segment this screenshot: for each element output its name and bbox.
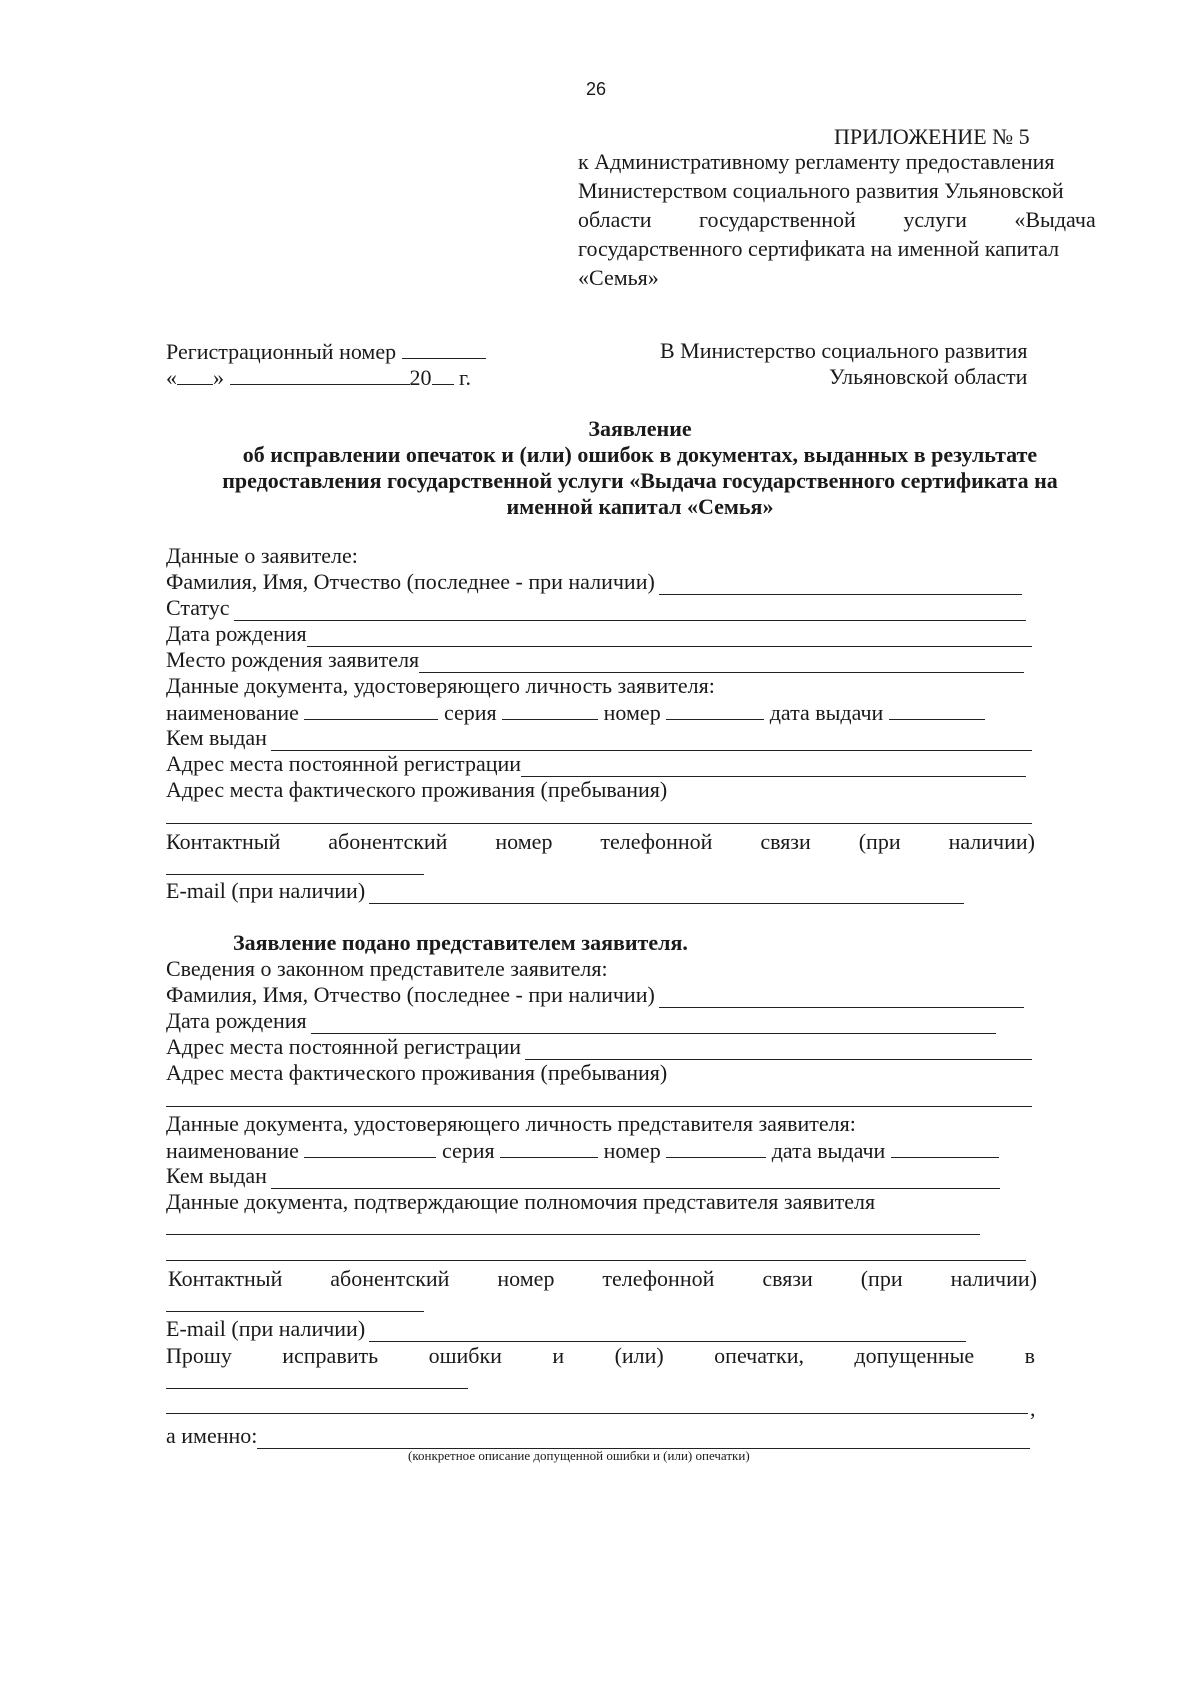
request-namely-field[interactable]: [257, 1428, 1030, 1449]
addressee-line-2: Ульяновской области: [829, 364, 1028, 389]
representative-phone-label: [168, 1266, 1037, 1292]
request-document-field-1[interactable]: [166, 1388, 468, 1389]
appendix-line-5: [578, 263, 1121, 292]
applicant-actual-address-field[interactable]: [166, 823, 1032, 824]
applicant-phone-field[interactable]: [166, 874, 424, 875]
request-word-1: Прошу: [166, 1343, 232, 1368]
representative-doc-date-field[interactable]: [891, 1137, 999, 1158]
applicant-email-label: E-mail (при наличии): [166, 878, 366, 903]
applicant-phone-word-1: Контактный: [166, 829, 281, 854]
appendix-line-2: [578, 176, 1121, 205]
appendix-line-2-text: Министерством социального развития Ульяновской: [578, 178, 1064, 203]
request-caption: (конкретное описание допущенной ошибки и (или) опечатки): [408, 1448, 750, 1463]
representative-doc-series-field[interactable]: [500, 1137, 598, 1158]
appendix-line-3: [578, 205, 1121, 234]
date-month-field[interactable]: [230, 364, 410, 385]
applicant-birthplace-field[interactable]: [419, 652, 1024, 673]
applicant-birthdate-row: [166, 621, 1032, 647]
representative-id-doc-header: Данные документа, удостоверяющего личность представителя заявителя:: [166, 1111, 856, 1136]
request-word-3: ошибки: [428, 1343, 502, 1368]
representative-actual-address-field[interactable]: [166, 1106, 1032, 1107]
representative-authority-doc-field-1[interactable]: [166, 1234, 980, 1235]
applicant-reg-address-row: [166, 751, 1026, 777]
applicant-phone-word-2: абонентский: [328, 829, 448, 854]
document-title-line-2: об исправлении опечаток и (или) ошибок в документах, выданных в результате: [242, 442, 1038, 467]
representative-phone-word-7: наличии): [950, 1266, 1037, 1291]
applicant-email-row: [166, 878, 964, 904]
representative-reg-address-row: [166, 1034, 1032, 1060]
applicant-doc-row: [166, 699, 985, 726]
applicant-reg-address-field[interactable]: [521, 756, 1026, 777]
representative-phone-word-5: связи: [762, 1266, 813, 1291]
representative-reg-address-field[interactable]: [525, 1039, 1032, 1060]
representative-birthdate-label: Дата рождения: [166, 1008, 307, 1033]
applicant-reg-address-label: Адрес места постоянной регистрации: [166, 751, 522, 776]
representative-phone-word-4: телефонной: [602, 1266, 715, 1291]
registration-number-field[interactable]: [402, 338, 486, 359]
request-word-7: допущенные: [854, 1343, 975, 1368]
applicant-id-doc-header: Данные документа, удостоверяющего личность заявителя:: [166, 673, 715, 698]
applicant-doc-date-label: дата выдачи: [769, 700, 884, 725]
representative-doc-series-label: серия: [441, 1138, 495, 1163]
applicant-doc-name-label: наименование: [166, 700, 299, 725]
applicant-phone-word-5: связи: [760, 829, 811, 854]
representative-doc-name-label: наименование: [166, 1138, 299, 1163]
applicant-issued-by-field[interactable]: [271, 730, 1032, 751]
applicant-issued-by-label: Кем выдан: [166, 725, 267, 750]
document-title-line-4: именной капитал «Семья»: [506, 494, 774, 519]
representative-doc-number-label: номер: [603, 1138, 661, 1163]
applicant-phone-label: [166, 829, 1035, 855]
representative-issued-by-row: [166, 1163, 1000, 1189]
applicant-phone-word-6: (при: [858, 829, 901, 854]
applicant-status-field[interactable]: [234, 600, 1026, 621]
representative-email-field[interactable]: [369, 1321, 966, 1342]
request-word-5: (или): [614, 1343, 664, 1368]
request-text: [166, 1343, 1035, 1369]
date-year-field[interactable]: [432, 364, 454, 385]
representative-phone-word-2: абонентский: [330, 1266, 450, 1291]
applicant-fio-label: Фамилия, Имя, Отчество (последнее - при наличии): [166, 569, 655, 594]
date-year-suffix: г.: [459, 365, 472, 390]
representative-authority-doc-field-2[interactable]: [166, 1260, 1026, 1261]
representative-info: Сведения о законном представителе заявителя:: [166, 956, 608, 981]
representative-fio-label: Фамилия, Имя, Отчество (последнее - при наличии): [166, 982, 655, 1007]
representative-fio-row: [166, 982, 1024, 1008]
applicant-fio-field[interactable]: [659, 574, 1022, 595]
applicant-doc-name-field[interactable]: [304, 699, 438, 720]
representative-birthdate-field[interactable]: [311, 1013, 996, 1034]
representative-header: Заявление подано представителем заявителя.: [233, 930, 688, 955]
applicant-doc-number-field[interactable]: [666, 699, 764, 720]
representative-birthdate-row: [166, 1008, 996, 1034]
appendix-line-1-text: к Административному регламенту предоставления: [578, 149, 1055, 174]
applicant-birthplace-row: [166, 647, 1024, 673]
applicant-doc-date-field[interactable]: [889, 699, 985, 720]
applicant-status-label: Статус: [166, 595, 230, 620]
request-namely-row: [166, 1423, 1030, 1449]
applicant-birthdate-field[interactable]: [307, 626, 1032, 647]
representative-doc-row: [166, 1137, 999, 1164]
representative-phone-word-6: (при: [860, 1266, 903, 1291]
representative-doc-number-field[interactable]: [666, 1137, 766, 1158]
applicant-phone-word-3: номер: [495, 829, 553, 854]
applicant-doc-series-field[interactable]: [502, 699, 598, 720]
request-namely-label: а именно:: [166, 1423, 258, 1448]
representative-actual-address-label: Адрес места фактического проживания (пребывания): [166, 1060, 668, 1085]
representative-authority-doc-label: Данные документа, подтверждающие полномочия представителя заявителя: [166, 1189, 876, 1214]
representative-fio-field[interactable]: [659, 987, 1024, 1008]
request-word-2: исправить: [282, 1343, 379, 1368]
request-comma: ,: [1030, 1396, 1036, 1421]
date-quote-open: «: [166, 365, 177, 390]
applicant-doc-series-label: серия: [443, 700, 497, 725]
applicant-phone-word-4: телефонной: [600, 829, 713, 854]
date-quote-close: »: [213, 365, 224, 390]
representative-doc-date-label: дата выдачи: [771, 1138, 886, 1163]
request-word-4: и: [552, 1343, 565, 1368]
applicant-issued-by-row: [166, 725, 1032, 751]
page-number: 26: [586, 79, 607, 99]
applicant-birthdate-label: Дата рождения: [166, 621, 307, 646]
applicant-doc-number-label: номер: [603, 700, 661, 725]
appendix-line-4: [578, 234, 1121, 263]
document-title-line-3: предоставления государственной услуги «Выдача государственного сертификата на: [222, 468, 1058, 493]
appendix-line-3-text: области государственной услуги «Выдача: [578, 207, 1096, 232]
document-title-line-1: Заявление: [588, 416, 692, 441]
representative-phone-word-3: номер: [497, 1266, 555, 1291]
applicant-birthplace-label: Место рождения заявителя: [166, 647, 420, 672]
applicant-email-field[interactable]: [369, 883, 964, 904]
representative-issued-by-field[interactable]: [271, 1168, 1000, 1189]
date-year-prefix: 20: [409, 365, 432, 390]
registration-number-row: [166, 338, 486, 365]
applicant-header: Данные о заявителе:: [166, 543, 358, 568]
appendix-heading: ПРИЛОЖЕНИЕ № 5: [834, 124, 1030, 149]
date-day-field[interactable]: [177, 364, 213, 385]
representative-doc-name-field[interactable]: [304, 1137, 436, 1158]
request-word-8: в: [1024, 1343, 1035, 1368]
addressee-line-1: В Министерство социального развития: [660, 338, 1028, 363]
appendix-line-1: [578, 147, 1121, 176]
applicant-fio-row: [166, 569, 1022, 595]
request-document-field-2[interactable]: [166, 1413, 1028, 1414]
request-word-6: опечатки,: [714, 1343, 804, 1368]
representative-phone-word-1: Контактный: [168, 1266, 283, 1291]
representative-email-row: [166, 1316, 966, 1342]
applicant-phone-word-7: наличии): [948, 829, 1035, 854]
appendix-line-5-text: «Семья»: [578, 265, 659, 290]
applicant-status-row: [166, 595, 1026, 621]
representative-phone-field[interactable]: [166, 1311, 424, 1312]
representative-reg-address-label: Адрес места постоянной регистрации: [166, 1034, 522, 1059]
registration-date-row: [166, 364, 471, 391]
representative-issued-by-label: Кем выдан: [166, 1163, 267, 1188]
appendix-line-4-text: государственного сертификата на именной капитал: [578, 236, 1060, 261]
representative-email-label: E-mail (при наличии): [166, 1316, 366, 1341]
applicant-actual-address-label: Адрес места фактического проживания (пребывания): [166, 777, 668, 802]
registration-number-label: Регистрационный номер: [166, 339, 397, 364]
appendix-text: [578, 147, 1121, 292]
